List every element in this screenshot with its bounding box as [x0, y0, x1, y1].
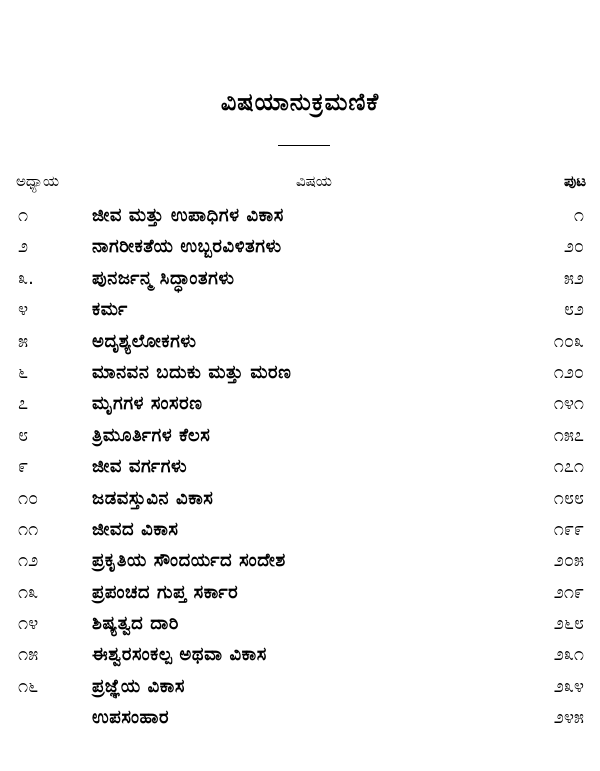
toc-entry: [0, 200, 600, 231]
toc-entry: [0, 420, 600, 451]
chapter-number: ೫: [18, 330, 29, 352]
toc-entry: [0, 514, 600, 545]
chapter-title: ಅದೃಶ್ಯಲೋಕಗಳು: [92, 330, 197, 352]
toc-entry: [0, 545, 600, 576]
chapter-number: ೯: [18, 456, 29, 478]
toc-entry: [0, 608, 600, 639]
toc-entry: [0, 294, 600, 325]
chapter-number: ೧೪: [18, 613, 39, 635]
chapter-title: ಜೀವ ಮತ್ತು ಉಪಾಧಿಗಳ ವಿಕಾಸ: [92, 205, 284, 226]
table-of-contents: [0, 200, 600, 734]
page-number: ೧೫೭: [553, 424, 584, 446]
chapter-number: ೨: [18, 236, 29, 258]
chapter-number: ೧೧: [18, 518, 39, 540]
chapter-title: ಪ್ರಪಂಚದ ಗುಪ್ತ ಸರ್ಕಾರ: [92, 581, 239, 603]
page-number: ೨೩೧: [553, 644, 584, 666]
page-number: ೧೯೯: [553, 518, 584, 540]
page-number: ೨೩೪: [553, 675, 584, 697]
chapter-title: ಪ್ರಜ್ಞೆಯ ವಿಕಾಸ: [92, 675, 186, 697]
toc-entry: [0, 702, 600, 733]
toc-entry: [0, 451, 600, 482]
chapter-title: ಮಾನವನ ಬದುಕು ಮತ್ತು ಮರಣ: [92, 361, 292, 383]
toc-entry: [0, 388, 600, 419]
chapter-title: ತ್ರಿಮೂರ್ತಿಗಳ ಕೆಲಸ: [92, 424, 211, 446]
chapter-number: ೬: [18, 361, 29, 383]
toc-entry: [0, 231, 600, 262]
title-rule: [278, 145, 330, 146]
header-page: ಪುಟ: [563, 172, 586, 190]
chapter-title: ನಾಗರೀಕತೆಯ ಉಬ್ಬರವಿಳಿತಗಳು: [92, 236, 282, 258]
chapter-title: ಜಡವಸ್ತುವಿನ ವಿಕಾಸ: [92, 487, 214, 509]
chapter-title: ಪ್ರಕೃತಿಯ ಸೌಂದರ್ಯದ ಸಂದೇಶ: [92, 550, 286, 572]
chapter-title: ಮೃಗಗಳ ಸಂಸರಣ: [92, 393, 203, 415]
toc-entry: [0, 577, 600, 608]
chapter-title: ಶಿಷ್ಯತ್ವದ ದಾರಿ: [92, 613, 179, 635]
header-topic: ವಿಷಯ: [296, 172, 332, 190]
toc-entry: [0, 483, 600, 514]
toc-entry: [0, 326, 600, 357]
chapter-title: ಕರ್ಮ: [92, 299, 128, 321]
page-number: ೨೬೮: [553, 613, 584, 635]
chapter-number: ೧೬: [18, 675, 39, 697]
toc-entry: [0, 263, 600, 294]
page-number: ೧೨೦: [553, 361, 584, 383]
chapter-number: ೧೨: [18, 550, 39, 572]
page-number: ೧೮೮: [553, 487, 584, 509]
chapter-number: ೧೦: [18, 487, 39, 509]
chapter-title: ಜೀವದ ವಿಕಾಸ: [92, 518, 179, 540]
toc-entry: [0, 671, 600, 702]
chapter-title: ಜೀವ ವರ್ಗಗಳು: [92, 456, 188, 478]
page-number: ೨೦: [563, 236, 584, 258]
page-number: ೨೦೫: [553, 550, 584, 572]
chapter-number: ೪: [18, 299, 29, 321]
chapter-number: ೩.: [18, 267, 34, 289]
page-number: ೧೦೩: [553, 330, 584, 352]
page-title: ವಿಷಯಾನುಕ್ರಮಣಿಕೆ: [220, 88, 380, 116]
chapter-title: ಪುನರ್ಜನ್ಮ ಸಿದ್ಧಾಂತಗಳು: [92, 267, 235, 289]
chapter-number: ೧೩: [18, 581, 39, 603]
page-number: ೨೧೯: [553, 581, 584, 603]
chapter-title: ಈಶ್ವರಸಂಕಲ್ಪ ಅಥವಾ ವಿಕಾಸ: [92, 644, 267, 666]
page-number: ೮೨: [563, 299, 584, 321]
header-chapter: ಅಧ್ಯಾಯ: [16, 172, 60, 190]
chapter-number: ೧೫: [18, 644, 39, 666]
chapter-number: ೭: [18, 393, 29, 415]
toc-entry: [0, 639, 600, 670]
page-number: ೫೨: [563, 267, 584, 289]
page-number: ೧೪೧: [553, 393, 584, 415]
toc-entry: [0, 357, 600, 388]
chapter-title: ಉಪಸಂಹಾರ: [92, 707, 170, 729]
chapter-number: ೧: [18, 205, 29, 226]
page-number: ೨೪೫: [553, 707, 584, 729]
chapter-number: ೮: [18, 424, 29, 446]
page-number: ೧: [573, 205, 584, 226]
page-number: ೧೭೧: [553, 456, 584, 478]
